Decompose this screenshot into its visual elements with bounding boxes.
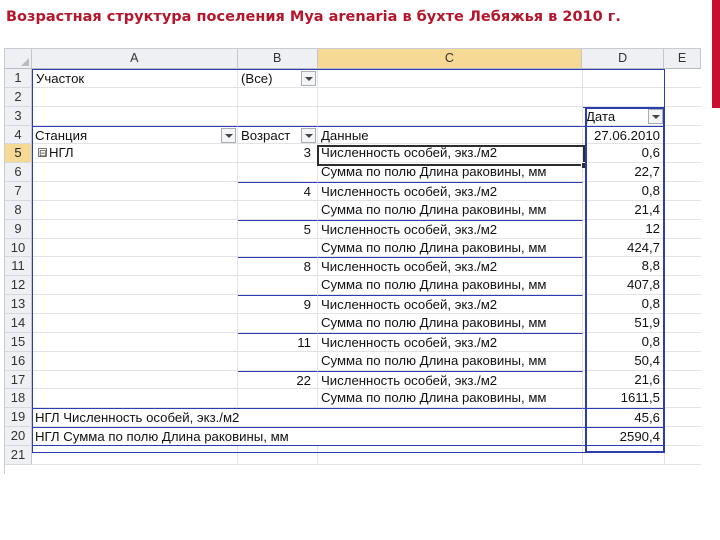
cell[interactable]: [238, 389, 318, 408]
sheet-row: [5, 201, 701, 220]
cell[interactable]: [238, 163, 318, 182]
total-label-cell[interactable]: НГЛ Сумма по полю Длина раковины, мм: [32, 427, 583, 446]
age-header: Возраст: [241, 127, 291, 143]
metric-name-cell[interactable]: Сумма по полю Длина раковины, мм: [318, 163, 583, 182]
cell[interactable]: [32, 446, 238, 465]
row-number[interactable]: 4: [5, 126, 32, 145]
cell[interactable]: [665, 220, 701, 239]
cell[interactable]: [238, 239, 318, 258]
row-number[interactable]: 1: [5, 69, 32, 88]
cell[interactable]: [665, 314, 701, 333]
date-field-header[interactable]: [583, 107, 665, 126]
date-field-label: Дата: [586, 108, 616, 124]
cell[interactable]: [665, 144, 701, 163]
cell[interactable]: [32, 314, 238, 333]
row-number[interactable]: 16: [5, 352, 32, 371]
metric-value-cell[interactable]: 0,8: [583, 295, 665, 314]
sheet-row: [5, 389, 701, 408]
column-header-d[interactable]: D: [582, 49, 664, 69]
cell[interactable]: [32, 201, 238, 220]
row-number[interactable]: 18: [5, 389, 32, 408]
cell[interactable]: [32, 220, 238, 239]
total-label-cell[interactable]: НГЛ Численность особей, экз./м2: [32, 408, 583, 427]
age-cell[interactable]: 4: [238, 182, 318, 201]
sheet-row: [5, 126, 701, 145]
metric-value-cell[interactable]: 407,8: [583, 276, 665, 295]
cell[interactable]: [238, 88, 318, 107]
cell[interactable]: [32, 371, 238, 390]
metric-name-cell[interactable]: Сумма по полю Длина раковины, мм: [318, 389, 583, 408]
sheet-row: [5, 295, 701, 314]
column-header-a[interactable]: A: [32, 49, 238, 69]
row-number[interactable]: 2: [5, 88, 32, 107]
date-dropdown-icon[interactable]: [648, 109, 663, 124]
metric-value-cell[interactable]: 21,4: [583, 201, 665, 220]
metric-value-cell[interactable]: 0,6: [583, 144, 665, 163]
cell[interactable]: [318, 446, 583, 465]
spreadsheet[interactable]: [4, 48, 701, 474]
cell[interactable]: [238, 276, 318, 295]
cell[interactable]: [32, 333, 238, 352]
filter-value: (Все): [241, 71, 273, 86]
sheet-row: [5, 107, 701, 126]
cell[interactable]: [238, 446, 318, 465]
station-header-cell[interactable]: [32, 126, 238, 145]
cell[interactable]: [318, 69, 583, 88]
sheet-row: [5, 220, 701, 239]
row-number[interactable]: 7: [5, 182, 32, 201]
age-cell[interactable]: 8: [238, 257, 318, 276]
cell[interactable]: [665, 182, 701, 201]
age-cell[interactable]: 5: [238, 220, 318, 239]
metric-value-cell[interactable]: 424,7: [583, 239, 665, 258]
cell[interactable]: [32, 88, 238, 107]
cell[interactable]: [583, 69, 665, 88]
filter-label-cell[interactable]: Участок: [32, 69, 238, 88]
row-number[interactable]: 20: [5, 427, 32, 446]
sheet-row: [5, 314, 701, 333]
cell[interactable]: [665, 352, 701, 371]
metric-name-cell[interactable]: Сумма по полю Длина раковины, мм: [318, 201, 583, 220]
metric-name-cell[interactable]: Численность особей, экз./м2: [318, 257, 583, 276]
metric-value-cell[interactable]: 0,8: [583, 333, 665, 352]
cell[interactable]: [665, 389, 701, 408]
sheet-row: [5, 182, 701, 201]
cell[interactable]: [32, 352, 238, 371]
row-number[interactable]: 11: [5, 257, 32, 276]
cell[interactable]: [665, 276, 701, 295]
cell[interactable]: [665, 408, 701, 427]
cell[interactable]: [665, 88, 701, 107]
cell[interactable]: [665, 126, 701, 145]
age-cell[interactable]: 11: [238, 333, 318, 352]
cell[interactable]: [32, 295, 238, 314]
row-number[interactable]: 19: [5, 408, 32, 427]
age-cell[interactable]: 3: [238, 144, 318, 163]
sheet-row: [5, 88, 701, 107]
row-number[interactable]: 21: [5, 446, 32, 465]
cell[interactable]: [238, 107, 318, 126]
cell[interactable]: [318, 88, 583, 107]
metric-name-cell[interactable]: Численность особей, экз./м2: [318, 333, 583, 352]
collapse-icon[interactable]: ⊟: [39, 148, 47, 159]
metric-value-cell[interactable]: 51,9: [583, 314, 665, 333]
age-cell[interactable]: 9: [238, 295, 318, 314]
cell[interactable]: [32, 163, 238, 182]
age-header-cell[interactable]: [238, 126, 318, 145]
cell[interactable]: [238, 352, 318, 371]
row-number[interactable]: 9: [5, 220, 32, 239]
metric-name-cell[interactable]: Сумма по полю Длина раковины, мм: [318, 276, 583, 295]
row-number[interactable]: 3: [5, 107, 32, 126]
cell[interactable]: [665, 163, 701, 182]
cell[interactable]: [665, 371, 701, 390]
cell[interactable]: [32, 276, 238, 295]
row-number[interactable]: 14: [5, 314, 32, 333]
cell[interactable]: [665, 427, 701, 446]
cell[interactable]: [32, 257, 238, 276]
row-number[interactable]: 6: [5, 163, 32, 182]
metric-name-cell[interactable]: Численность особей, экз./м2: [318, 371, 583, 390]
column-header-row: [5, 49, 701, 69]
metric-name-cell[interactable]: Сумма по полю Длина раковины, мм: [318, 314, 583, 333]
cell[interactable]: [583, 446, 665, 465]
filter-dropdown-icon[interactable]: [301, 71, 316, 86]
cell[interactable]: [238, 201, 318, 220]
sheet-row: [5, 276, 701, 295]
metric-value-cell[interactable]: 1611,5: [583, 389, 665, 408]
accent-bar: [712, 0, 720, 108]
metric-value-cell[interactable]: 0,8: [583, 182, 665, 201]
cell[interactable]: [665, 239, 701, 258]
cell[interactable]: [32, 182, 238, 201]
metric-value-cell[interactable]: 8,8: [583, 257, 665, 276]
column-header-e[interactable]: E: [664, 49, 701, 69]
group-label-cell[interactable]: [32, 144, 238, 163]
sheet-row: [5, 333, 701, 352]
select-all-corner[interactable]: [5, 49, 32, 69]
row-number[interactable]: 8: [5, 201, 32, 220]
row-number[interactable]: 10: [5, 239, 32, 258]
station-dropdown-icon[interactable]: [221, 128, 236, 143]
metric-name-cell[interactable]: Сумма по полю Длина раковины, мм: [318, 352, 583, 371]
row-number[interactable]: 13: [5, 295, 32, 314]
column-header-b[interactable]: B: [238, 49, 318, 69]
sheet-row: [5, 352, 701, 371]
filter-value-cell[interactable]: [238, 69, 318, 88]
metric-name-cell[interactable]: Численность особей, экз./м2: [318, 144, 583, 163]
date-value-cell[interactable]: 27.06.2010: [583, 126, 665, 145]
metric-name-cell[interactable]: Численность особей, экз./м2: [318, 295, 583, 314]
row-number[interactable]: 5: [5, 144, 32, 163]
sheet-row: [5, 144, 701, 163]
cell[interactable]: [665, 69, 701, 88]
column-header-c[interactable]: C: [318, 49, 583, 69]
row-number[interactable]: 12: [5, 276, 32, 295]
metric-name-cell[interactable]: Сумма по полю Длина раковины, мм: [318, 239, 583, 258]
metric-name-cell[interactable]: Численность особей, экз./м2: [318, 182, 583, 201]
fill-handle[interactable]: [581, 162, 588, 169]
cell[interactable]: [32, 239, 238, 258]
cell[interactable]: [665, 333, 701, 352]
cell[interactable]: [665, 201, 701, 220]
sheet-row: [5, 371, 701, 390]
group-label: НГЛ: [49, 145, 74, 161]
age-cell[interactable]: 22: [238, 371, 318, 390]
sheet-row: [5, 239, 701, 258]
cell[interactable]: [583, 88, 665, 107]
cell[interactable]: [32, 389, 238, 408]
cell[interactable]: [665, 107, 701, 126]
age-dropdown-icon[interactable]: [301, 128, 316, 143]
cell[interactable]: [318, 107, 583, 126]
sheet-row: [5, 163, 701, 182]
metric-value-cell[interactable]: 12: [583, 220, 665, 239]
metric-value-cell[interactable]: 22,7: [583, 163, 665, 182]
data-header-cell[interactable]: Данные: [318, 126, 583, 145]
cell[interactable]: [238, 314, 318, 333]
cell[interactable]: [665, 257, 701, 276]
cell[interactable]: [32, 107, 238, 126]
sheet-row: [5, 408, 701, 427]
sheet-row: [5, 69, 701, 88]
total-value-cell[interactable]: 45,6: [583, 408, 665, 427]
sheet-row: [5, 446, 701, 465]
station-header: Станция: [35, 127, 88, 143]
sheet-row: [5, 257, 701, 276]
sheet-row: [5, 427, 701, 446]
metric-value-cell[interactable]: 50,4: [583, 352, 665, 371]
total-value-cell[interactable]: 2590,4: [583, 427, 665, 446]
sheet-rows: [5, 69, 701, 465]
slide-title: Возрастная структура поселения Mya arenaria в бухте Лебяжья в 2010 г.: [6, 9, 621, 25]
metric-value-cell[interactable]: 21,6: [583, 371, 665, 390]
metric-name-cell[interactable]: Численность особей, экз./м2: [318, 220, 583, 239]
cell[interactable]: [665, 446, 701, 465]
row-number[interactable]: 17: [5, 371, 32, 390]
row-number[interactable]: 15: [5, 333, 32, 352]
cell[interactable]: [665, 295, 701, 314]
